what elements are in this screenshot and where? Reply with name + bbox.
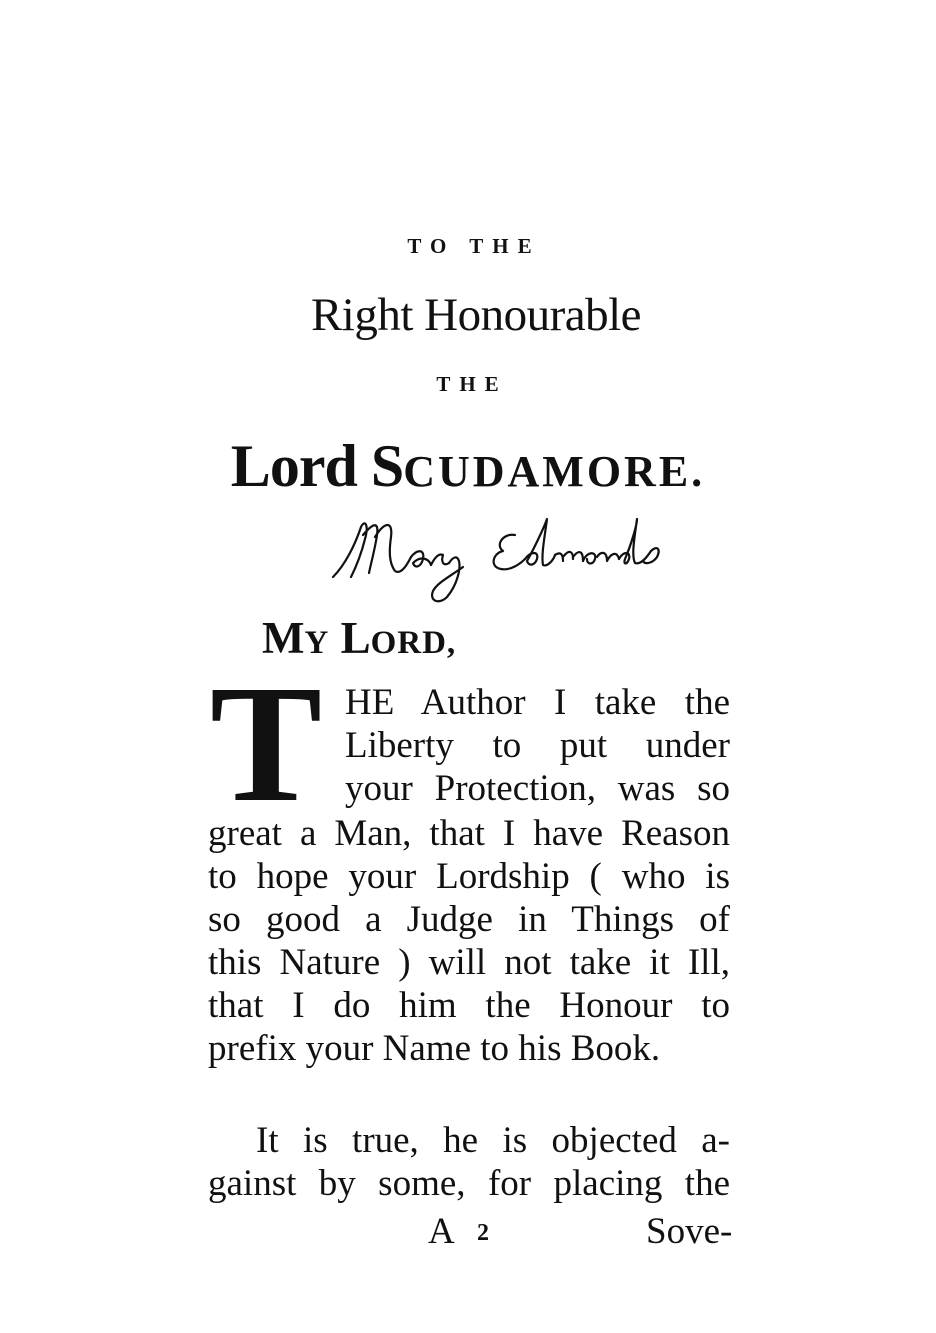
paragraph1-line: this Nature ) will not take it Ill, [208,942,730,983]
salutation-y: Y [304,625,330,661]
heading-right-honourable: Right Honourable [310,289,642,341]
heading-lord-scudamore [0,432,936,501]
heading-name-rest: CUDAMORE. [403,447,706,496]
signature-mark-number: 2 [477,1220,489,1246]
paragraph1-line: prefix your Name to his Book. [208,1028,661,1069]
paragraph1-line: your Protection, was so [345,768,730,809]
catchword: Sove- [646,1211,733,1252]
drop-cap-letter: T [210,651,323,837]
paragraph1-line: to hope your Lordship ( who is [208,856,730,897]
signature-mark-letter: A [428,1211,455,1252]
heading-name-initial: S [370,433,404,499]
paragraph1-line: that I do him the Honour to [208,985,730,1026]
heading-lord-word: Lord [230,433,357,499]
paragraph1-line: Liberty to put under [345,725,730,766]
paragraph2-line: gainst by some, for placing the [208,1163,730,1204]
salutation-initial-l: L [329,613,371,663]
paragraph1-line: great a Man, that I have Reason [208,813,730,854]
handwritten-signature [325,505,685,610]
salutation-initial-m: M [262,613,305,663]
paragraph2-line: It is true, he is objected a- [256,1120,730,1161]
heading-to-the: TO THE [407,234,541,258]
paragraph1-line: so good a Judge in Things of [208,899,730,940]
salutation-ord: ORD, [370,625,457,661]
paragraph1-line: HE Author I take the [345,682,730,723]
heading-the: THE [436,372,508,396]
